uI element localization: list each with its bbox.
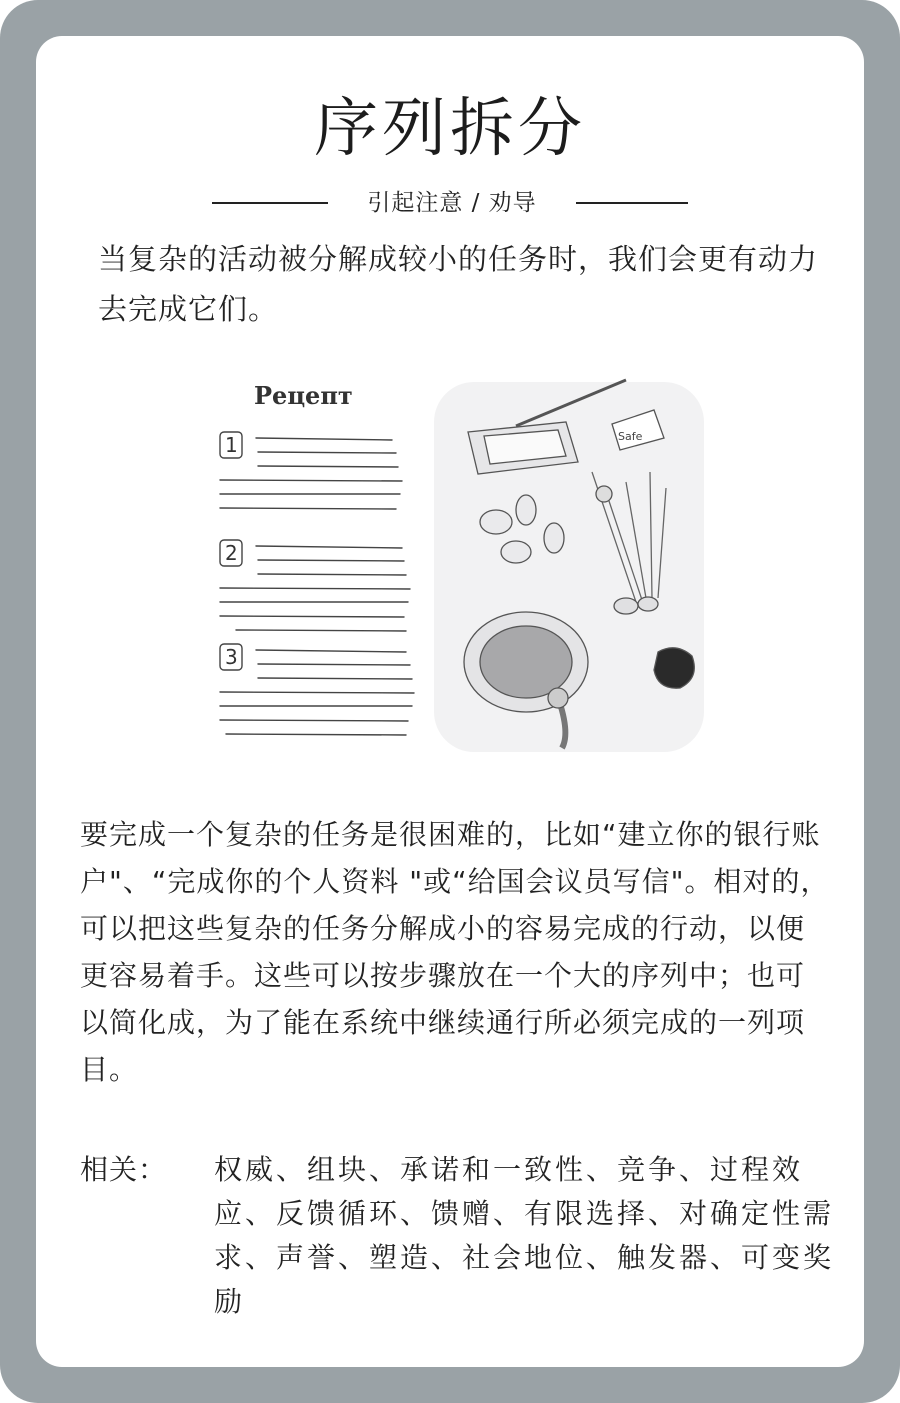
recipe-heading: Рецепт	[254, 381, 353, 410]
subtitle-row	[36, 186, 864, 220]
body-text: 要完成一个复杂的任务是很困难的，比如“建立你的银行账户"、“完成你的个人资料 "或“给国会议员写信"。相对的，可以把这些复杂的任务分解成小的容易完成的行动，以便更容易着手。这些可以按步骤放在一个大的序列中；也可以简化成，为了能在系统中继续通行所必须完成的一列项目。	[80, 818, 830, 1086]
intro-text: 当复杂的活动被分解成较小的任务时，我们会更有动力去完成它们。	[98, 242, 819, 326]
related-list: 权威、组块、承诺和一致性、竞争、过程效应、反馈循环、馈赠、有限选择、对确定性需求、声誉、塑造、社会地位、触发器、可变奖励	[214, 1153, 835, 1318]
recipe-illustration	[206, 352, 726, 772]
subtitle-rule-right	[576, 202, 688, 204]
step-number-1: 1	[225, 433, 238, 457]
card-subtitle: 引起注意 / 劝导	[367, 190, 537, 216]
step-number-2: 2	[225, 541, 238, 565]
package-label: Safe	[618, 430, 643, 443]
recipe-sheet	[220, 381, 414, 735]
subtitle-rule-left	[212, 202, 328, 204]
card	[36, 36, 864, 1367]
card-title: 序列拆分	[314, 92, 586, 166]
ingredients-drawing	[434, 380, 704, 752]
step-number-3: 3	[225, 645, 238, 669]
related-label: 相关：	[80, 1153, 168, 1186]
